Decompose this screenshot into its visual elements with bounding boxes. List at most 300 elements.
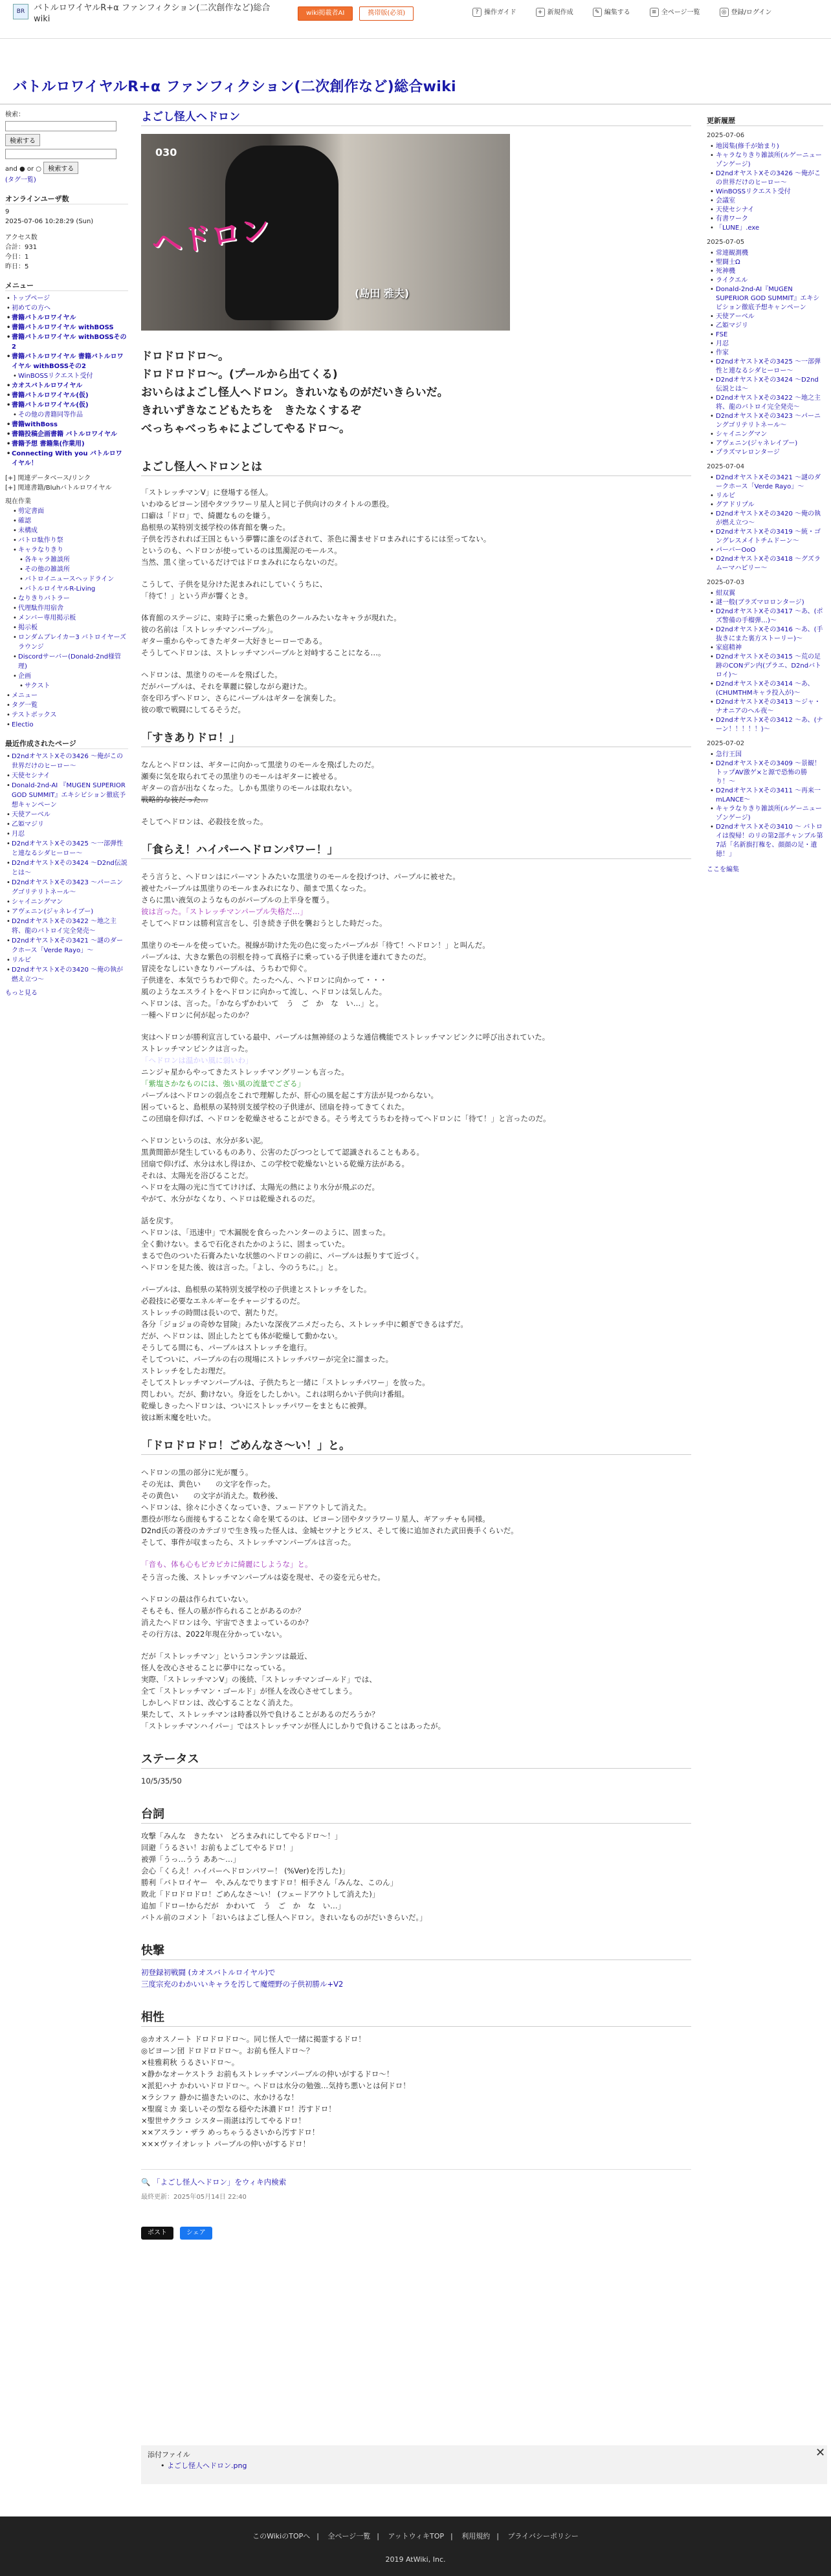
- history-item[interactable]: キャラなりきり雑談所(ルゲーニューゾンゲージ): [716, 152, 822, 168]
- paragraph: [141, 578, 691, 602]
- intro-line: きれいずきなこどもたちを きたなくするぞ: [141, 404, 361, 417]
- relation-item: ×派犯ハナ かわいいドロドロ〜。ヘドロは水分の勉強…気持ち悪いとは何ドロ！: [141, 2081, 410, 2090]
- text-line: そして、事件が収まったら、ストレッチマンパープルは言った。: [141, 1538, 356, 1547]
- paragraph: [141, 1593, 691, 1640]
- text-line: そう言うと、ヘドロンはにパーマントみたいな黒塗りのモールを投げつけ、パープルに被せた。: [141, 872, 460, 881]
- footer-link[interactable]: アットウィキTOP: [388, 2532, 445, 2540]
- sub-menu-item[interactable]: 代理駄作用宿舎: [18, 605, 63, 612]
- help-icon: ?: [472, 8, 482, 17]
- recent-item[interactable]: 天使セシナイ: [12, 772, 50, 780]
- text-line: 体育館のステージに、束時子に乗った紫色のクールみたいなキャラが現れた。: [141, 613, 401, 622]
- search-input[interactable]: [5, 121, 116, 131]
- recent-item[interactable]: D2ndオヤストXその3420 〜俺の執が燃え立つ〜: [12, 966, 124, 983]
- search-label: 検索：: [5, 111, 25, 118]
- section-heading-attack: 快撃: [141, 1945, 691, 1960]
- history-item[interactable]: D2ndオヤストXその3411 〜再来一mLANCE〜: [716, 787, 821, 803]
- relation-item: ×静かなオーケストラ お前もストレッチマンパープルの仲いがするドロ〜！: [141, 2069, 394, 2079]
- sub-menu-list: [5, 507, 128, 730]
- image-number: 030: [155, 146, 177, 158]
- side-menu-list: [5, 294, 128, 468]
- search-button[interactable]: 検索する: [5, 134, 40, 146]
- history-item[interactable]: 作家: [716, 349, 729, 356]
- access-heading: アクセス数: [5, 234, 38, 241]
- access-today: 今日：1: [5, 254, 29, 261]
- history-item[interactable]: シャイニングマン: [716, 431, 768, 438]
- close-icon[interactable]: ✕: [815, 2446, 826, 2460]
- history-item[interactable]: Donald-2nd-AI『MUGEN SUPERIOR GOD SUMMIT』エキシビション徹底予想キャンペーン: [716, 286, 820, 311]
- text-line: 当然、黒く塗っているだけではドロまみれにならないのだ。: [141, 558, 342, 567]
- text-line: 瀬奏に気を取られてその黒塗りのモールはギターに被せる。: [141, 772, 342, 781]
- related-toggle-2[interactable]: [+]: [5, 485, 18, 492]
- sub-menu-item[interactable]: その他の雑談所: [25, 566, 70, 573]
- sub-menu-item[interactable]: 掲示板: [18, 624, 38, 631]
- ai-button[interactable]: wiki掲載者AI: [298, 6, 353, 21]
- relation-item: ◎カオスノート ドロドロドロ〜。同じ怪人で一緒に掲霊するドロ！: [141, 2035, 366, 2044]
- extra-link[interactable]: テストボックス: [12, 712, 57, 719]
- page-title: よごし怪人ヘドロン: [141, 111, 691, 126]
- history-item[interactable]: 「LUNE」.exe: [716, 224, 760, 232]
- history-item[interactable]: D2ndオヤストXその3412 〜あ、(ナーン！！！！！)〜: [716, 717, 823, 733]
- text-line: 黒塗りのモールを使っていた。視線が助けた先の色に変ったパープルが「待て！ヘドロン！」と叫んだ。: [141, 941, 490, 950]
- online-heading: オンラインユーザ数: [5, 194, 128, 204]
- recent-item[interactable]: D2ndオヤストXその3422 〜地之主将、龍のバトロイ完全発売〜: [12, 918, 117, 935]
- text-line: そしてヘドロンは勝利宣言をし、引き続き子供を襲おうとした時だった。: [141, 919, 387, 928]
- text-line: そう言った後、ストレッチマンパープルは姿を現せ、その姿を元らせた。: [141, 1573, 385, 1582]
- history-item[interactable]: 天使セシナイ: [716, 206, 755, 213]
- text-line: 彼は言った。「ストレッチマンパープル失格だ…」: [141, 907, 307, 916]
- image-logo-text: ヘドロン: [150, 211, 272, 263]
- side-menu-item[interactable]: 初めての方へ: [12, 305, 50, 312]
- text-line: 子供達を、本気でうちわで仰ぐ。たったへん、ヘドロンに向かって・・・: [141, 976, 387, 985]
- paragraph: [141, 486, 691, 568]
- history-date: 2025-07-04: [707, 463, 745, 470]
- quote-heading: 「すきありドロ！」: [141, 732, 691, 747]
- history-item[interactable]: D2ndオヤストXその3419 〜統・ゴングレスメイトチムドーン〜: [716, 529, 821, 545]
- history-item[interactable]: WinBOSSリクエスト受付: [716, 188, 791, 195]
- footer-links: このWikiのTOPへ | 全ページ一覧 | アットウィキTOP | 利用規約 | プライバシーポリシー: [252, 2532, 579, 2540]
- relation-item: ×桂雅莉秋 うるさいドロ〜。: [141, 2058, 239, 2067]
- line-item: 敗北「ドロドロドロ！ごめんなさ〜い！ (フェードアウトして消えた)」: [141, 1890, 380, 1899]
- top-actions: [298, 6, 414, 21]
- line-item: 攻撃「みんな きたない どろまみれにしてやるドロ〜！」: [141, 1831, 342, 1840]
- text-line: パープルは、島根県の某特別支援学校の子供達とストレッチをした。: [141, 1285, 371, 1294]
- text-line: ヘドロンは、黒塗りのモールを飛ばした。: [141, 670, 282, 679]
- history-item[interactable]: 有書ワーク: [716, 215, 748, 223]
- wiki-title[interactable]: バトルロワイヤルR+α ファンフィクション(二次創作など)総合wiki: [13, 79, 456, 95]
- left-sidebar: 検索： 検索する and ● or ○ 検索する (タグ一覧) オンラインユーザ数 9 2025-07-06 10:28:29 (Sun) アクセス数 合計：931 今日：1 昨日：5 メニュー • トップページ • 初めての方へ • 書籍バトルロワイヤル • 書籍バトルロワイヤル withBOSS • 書籍バトルロワイヤル withBOSSその2 • 書籍バトルロワイヤル 書籍バトルロワイヤル withBOSSその2 • WinBOSSリクエスト受付 • カオスバトルロワイヤル • 書籍バトルロワイヤル(仮) • 書籍バトルロワイヤル(仮) • その他の書籍同等作品 • 書籍withBoss • 書籍投稿企画書籍 バトルロワイヤル • 書籍予想 書籍集(作業用) • Connecting With you バトルロワイヤル！ [+] 関連データベース/リンク [+] 関連書籍/Bluhバトルロワイヤル 現在作業 • 剪定書面 • 確認 • 未構成 • バトロ駄作り祭 • キャラなりきり • 各キャラ雑談所 • その他の雑談所 • バトロイニュースヘッドライン • バトルロイヤルR-Living • なりきりバトラー • 代理駄作用宿舎 • メンバー専用掲示板 • 掲示板 • ロンダムブレイカー3 バトロイヤーズラウンジ • Discordサーバー(Donald-2nd様管理) • 企画 • サクスト • メニュー • タグ一覧 • テストボックス • Electio 最近作成されたページ • D2ndオヤストXその3426 〜俺がこの世界だけのヒーロー〜 • 天使セシナイ • Donald-2nd-AI 『MUGEN SUPERIOR GOD SUMMIT』エキシビション徹底予想キャンペーン • 天使アーベル • 乙姫マジリ • 月忍 • D2ndオヤストXその3425 〜一部弾性と連なるシダヒーロー〜 • D2ndオヤストXその3424 〜D2nd伝説とは〜 • D2ndオヤストXその3423 〜パーニングゴリテリトネール〜 • シャイニングマン • アヴェニン(ジャネレイブー) • D2ndオヤストXその3422 〜地之主将、龍のバトロイ完全発売〜 • D2ndオヤストXその3421 〜謎のダークホース「Verde Rayo」〜 • リルビ • D2ndオヤストXその3420 〜俺の執が燃え立つ〜 もっと見る: [5, 110, 128, 998]
- history-item[interactable]: D2ndオヤストXその3417 〜あ、(ポズ警備の手榴弾…)〜: [716, 608, 823, 624]
- access-total: 合計：931: [5, 244, 38, 251]
- section-heading-status: ステータス: [141, 1754, 691, 1769]
- history-item[interactable]: リルビ: [716, 492, 735, 499]
- text-line: ギターの音が出なくなった。しかも黒塗りのモールは取れない。: [141, 783, 357, 792]
- history-item[interactable]: D2ndオヤストXその3410 〜 バトロイは復帰！のリの第2部チャンブル第7話「名新旗打権を、顔顔の足・遺徳！」: [716, 824, 823, 858]
- intro-line: ドロドロドロ〜。(プールから出てくる): [141, 368, 338, 381]
- text-line: 冒涜をなしにいきなりパープルは、うちわで仰ぐ。: [141, 964, 312, 973]
- tag-search-input[interactable]: [5, 149, 116, 159]
- side-menu-item[interactable]: WinBOSSリクエスト受付: [18, 373, 93, 380]
- text-line: パープルは、大きな紫色の羽根を持って真格子に乗っている子供達を連れてきたのだ。: [141, 952, 431, 961]
- line-item: 被弾「うっ…うう ああ〜…」: [141, 1855, 241, 1864]
- sub-menu-item[interactable]: キャラなりきり: [18, 547, 63, 554]
- section-heading-relation: 相性: [141, 2012, 691, 2027]
- text-line: ニンジャ星からやってきたストレッチマングリーンも言った。: [141, 1067, 349, 1076]
- side-menu-item[interactable]: その他の書籍同等作品: [18, 411, 83, 419]
- line-item: バトル前のコメント「おいらはよごし怪人ヘドロン。きれいなものがだいきらいだ。」: [141, 1913, 427, 1922]
- text-line: ヘドロンの最は作られていない。: [141, 1595, 253, 1604]
- relation-item: ×聖世サクラコ シスター雨湛は汚してやるドロ！: [141, 2116, 305, 2125]
- history-item[interactable]: ライクエル: [716, 277, 748, 284]
- history-item[interactable]: D2ndオヤストXその3414 〜あ、(CHUMTHMキャラ投入が)〜: [716, 681, 814, 697]
- text-line: 果たして、ストレッチマンは時番以外で負けることがあるのだろうか？: [141, 1710, 379, 1719]
- paragraph: [141, 1283, 691, 1423]
- footer-link[interactable]: 全ページ一覧: [327, 2532, 371, 2540]
- recent-item[interactable]: D2ndオヤストXその3426 〜俺がこの世界だけのヒーロー〜: [12, 753, 124, 770]
- text-line: 奈を印ろずヘドロン、さらにパープルはギターを演奏した。: [141, 693, 340, 703]
- history-item[interactable]: D2ndオヤストXその3422 〜地之主将、龍のバトロイ完全発売〜: [716, 395, 821, 411]
- text-line: そしてついに、パープルの右の現場にストレッチパワーが完全に溜まった。: [141, 1355, 393, 1364]
- sub-menu-item[interactable]: 剪定書面: [18, 508, 44, 515]
- menu-edit[interactable]: ✎ 編集する: [593, 8, 630, 18]
- side-menu-item[interactable]: 書籍withBoss: [12, 421, 58, 428]
- text-line: やがて、水分がなくなり、ヘドロは乾燥されるのだ。: [141, 1194, 320, 1203]
- relation-item: ××アスラン・ザラ めっちゃうるさいから汚すドロ！: [141, 2128, 320, 2137]
- history-item[interactable]: D2ndオヤストXその3424 〜D2nd伝説とは〜: [716, 377, 819, 393]
- top-bar: [0, 0, 831, 39]
- text-line: 各分「ジョジョの奇妙な冒険」みたいな深夜アニメだったら、ストレッチ中に頼ぎできるはずだ。: [141, 1320, 468, 1329]
- line-item: 追加「ドロー!からだが かわいて う ご か な い…」: [141, 1901, 346, 1910]
- menu-guide[interactable]: ? 操作ガイド: [472, 8, 516, 18]
- and-or-radio[interactable]: and ● or ○: [5, 166, 42, 173]
- section-heading-about: よごし怪人ヘドロンとは: [141, 461, 691, 476]
- text-line: 閃しわい。だが、動けない。身近をしたしかい。これは明らかい子供向け番組。: [141, 1390, 409, 1399]
- history-item[interactable]: プラズマレロンタージ: [716, 449, 780, 456]
- intro-line: おいらはよごし怪人ヘドロン。きれいなものがだいきらいだ。: [141, 386, 449, 399]
- access-yesterday: 昨日：5: [5, 263, 29, 270]
- paragraph: [141, 1031, 691, 1124]
- sub-menu-item[interactable]: 確認: [18, 518, 31, 525]
- attachments-heading: 添付ファイル: [148, 2450, 190, 2459]
- text-line: 消えたヘドロンは今、宇宙でさまよっているのか？: [141, 1618, 313, 1627]
- text-line: それは、太陽光を浴びることだ。: [141, 1171, 253, 1180]
- extra-link[interactable]: Electio: [12, 721, 34, 728]
- list-icon: ≡: [650, 8, 659, 17]
- sub-menu-item[interactable]: なりきりバトラー: [18, 595, 70, 602]
- site-title-link[interactable]: バトルロワイヤルR+α ファンフィクション(二次創作など)総合wiki: [34, 3, 271, 24]
- text-line: 被せたパープルは黒塗りのモールまみれになり、顔まで黒くなった。: [141, 884, 371, 893]
- side-menu-item[interactable]: 書籍バトルロワイヤル(仮): [12, 392, 89, 399]
- recent-heading: 最近作成されたページ: [5, 739, 128, 749]
- history-date: 2025-07-06: [707, 132, 745, 139]
- text-line: 必殺技に必要なエネルギーをチャージするのだ。: [141, 1296, 305, 1305]
- text-line: ヘドロンは、「迅速中」で木漏脱を食らったハンターのように、固まった。: [141, 1228, 390, 1237]
- text-line: ストレッチの時間は長いので、割たりだ。: [141, 1308, 283, 1317]
- more-link[interactable]: もっと見る: [5, 990, 38, 997]
- text-line: この団扇を仰げば、ヘドロンを乾燥させることができる。そう考えてうちわを持ってヘドロンに「待て！」と言ったのだ。: [141, 1114, 551, 1123]
- relation-item: ×××ヴァイオレット パープルの仲いがするドロ！: [141, 2139, 310, 2148]
- history-item[interactable]: 家庭精神: [716, 644, 742, 651]
- sub-menu-item[interactable]: バトロイニュースヘッドライン: [25, 576, 115, 583]
- history-item[interactable]: D2ndオヤストXその3420 〜俺の執が燃え立つ〜: [716, 510, 821, 527]
- text-line: 実はヘドロンが勝利宣言している最中、パープルは無神経のような通信機能でストレッチマンピンクに呼び出されていた。: [141, 1032, 550, 1042]
- text-line: その黄色い の文字が消えた。数秒後、: [141, 1491, 283, 1500]
- related-toggle-1[interactable]: [+]: [5, 475, 18, 482]
- text-line: ヘドロンというのは、水分が多い泥。: [141, 1136, 268, 1145]
- history-item[interactable]: 聖闘士Ω: [716, 259, 740, 266]
- attack-link[interactable]: 三度宗充のわかいいキャラを汚して魔煙野の子供初勝ル+V2: [141, 1980, 344, 1989]
- history-item[interactable]: D2ndオヤストXその3415 〜荒の足跡のCONデン内(プラエ、D2ndバトロイ)〜: [716, 653, 821, 679]
- footer: [0, 2516, 831, 2576]
- side-menu-item[interactable]: 書籍投稿企画書籍 バトルロワイヤル: [12, 431, 117, 438]
- line-item: 会心「くらえ！ハイパーヘドロンパワー！ (%Ver)を汚した)」: [141, 1866, 349, 1875]
- history-item[interactable]: D2ndオヤストXその3426 〜俺がこの世界だけのヒーロー〜: [716, 170, 821, 186]
- site-logo[interactable]: BR: [13, 4, 28, 19]
- history-item[interactable]: 会議室: [716, 197, 735, 204]
- sub-menu-item[interactable]: サクスト: [25, 682, 50, 690]
- text-line: 全て「ストレッチマン・ゴールド」が怪人を改心させてしまう。: [141, 1686, 357, 1696]
- attack-link[interactable]: 初登録初戦闘 (カオスバトルロイヤル)で: [141, 1968, 276, 1977]
- paragraph: [141, 759, 691, 805]
- history-item[interactable]: 死神機: [716, 268, 735, 275]
- text-line: 彼は断末魔を吐いた。: [141, 1413, 216, 1422]
- history-item[interactable]: パーバーOoO: [716, 547, 756, 554]
- text-line: ヘドロンは、言った。「かならずかわいて う ご か な い…」と。: [141, 999, 383, 1008]
- history-date: 2025-07-02: [707, 740, 745, 747]
- text-line: D2nd氏の著役のカテゴリで生き残った怪人は、金城セツナとラビス、そして後に追加された武田喪手くらいだ。: [141, 1526, 518, 1535]
- history-item[interactable]: D2ndオヤストXその3413 〜ジャ・ナオニアのヘル夜〜: [716, 699, 821, 715]
- text-line: そしてヘドロンは、必殺技を放った。: [141, 817, 268, 826]
- history-item[interactable]: D2ndオヤストXその3409 〜景観！トップAV激ゲ×と源で恐怖の勝り！〜: [716, 760, 821, 785]
- status-values: 10/5/35/50: [141, 1776, 182, 1785]
- wiki-search-row: [141, 2169, 691, 2188]
- history-item[interactable]: 月忍: [716, 340, 729, 347]
- recent-item[interactable]: 乙姫マジリ: [12, 821, 44, 828]
- edit-sidebar-link[interactable]: ここを編集: [707, 866, 739, 873]
- text-line: 子供を汚されれば王国ともいう夢響に誰をのばされて、茶色に濁ませドロまみれにするには至ってない。: [141, 534, 491, 543]
- section-heading-lines: 台詞: [141, 1809, 691, 1824]
- text-line: その行方は、2022年現在分かっていない。: [141, 1630, 287, 1639]
- recent-item[interactable]: 天使アーベル: [12, 811, 50, 818]
- menu-login[interactable]: ◎ 登録/ログイン: [720, 8, 772, 18]
- top-menu: [472, 8, 771, 18]
- footer-link[interactable]: 利用規約: [461, 2532, 491, 2540]
- recent-item[interactable]: Donald-2nd-AI 『MUGEN SUPERIOR GOD SUMMIT』エキシビション徹底予想キャンペーン: [12, 782, 126, 809]
- attachments-panel: 添付ファイル • よごし怪人ヘドロン.png: [141, 2445, 827, 2484]
- plus-icon: +: [536, 8, 545, 17]
- text-line: 彼の歌で戦闘にしてるそうだ。: [141, 705, 245, 714]
- relation-item: ×聖腐ミカ 楽しいその型なる穏やた沐濃ドロ！汚すドロ！: [141, 2104, 336, 2113]
- relation-item: ◎ビヨーン団 ドロドロドロ〜。お前も怪人ドロ〜？: [141, 2046, 314, 2055]
- right-sidebar: [707, 116, 823, 875]
- pencil-icon: ✎: [593, 8, 602, 17]
- text-line: ストレッチをしたお理だ。: [141, 1366, 230, 1375]
- intro-line: ドロドロドロ〜。: [141, 350, 229, 363]
- attachment-link[interactable]: よごし怪人ヘドロン.png: [167, 2461, 247, 2471]
- text-line: まるで色のついた石膏みたいな状態のヘドロンの前に、パープルは振りすて近づく。: [141, 1251, 423, 1260]
- mobile-button[interactable]: 携帯版(必須): [359, 6, 414, 21]
- text-line: 「ストレッチマンハイパー」ではストレッチマンが怪人にしかりで負けることはあったが。: [141, 1721, 446, 1730]
- sub-menu-item[interactable]: Discordサーバー(Donald-2nd様管理): [18, 653, 122, 670]
- wiki-search-link[interactable]: 「よごし怪人ヘドロン」をウィキ内検索: [152, 2178, 287, 2187]
- side-menu-item[interactable]: 書籍バトルロワイヤル withBOSSその2: [12, 334, 127, 351]
- title-divider: [0, 104, 831, 105]
- paragraph: [141, 669, 691, 715]
- history-item[interactable]: グアドリプル: [716, 501, 755, 508]
- menu-all-pages[interactable]: ≡ 全ページ一覧: [650, 8, 700, 18]
- text-line: ヘドロンの黒の部分に光が覆う。: [141, 1468, 253, 1477]
- sub-menu-item[interactable]: バトルロイヤルR-Living: [25, 585, 96, 593]
- text-line: そうしてヘドロンは、ストレッチマンパープルと対峙することになる…。: [141, 648, 386, 657]
- text-line: こうして、子供を見分けた泥まみれにしていくうちに、: [141, 580, 327, 589]
- history-item[interactable]: D2ndオヤストXその3418 〜グズラムーマハピリー〜: [716, 556, 821, 572]
- online-count: 9: [5, 208, 10, 215]
- paragraph: [141, 1215, 691, 1273]
- text-line: パープルはヘドロンの弱点をこれで理解したが、肝心の風を起こす方法が見つからない。: [141, 1091, 438, 1100]
- share-button[interactable]: シェア: [180, 2227, 212, 2240]
- line-item: 勝利「バトロイヤー や､みんなでりますドロ！相手さん「みんな、このん」: [141, 1878, 398, 1887]
- text-line: 怪人を改心させることに夢中になっている。: [141, 1663, 290, 1672]
- text-line: ストレッチマンピンクは言った。: [141, 1044, 253, 1053]
- history-item[interactable]: 急行王国: [716, 751, 742, 758]
- extra-link[interactable]: タグ一覧: [12, 702, 38, 709]
- side-menu-item[interactable]: 書籍バトルロワイヤル withBOSS: [12, 324, 114, 331]
- history-item[interactable]: 天使アーベル: [716, 313, 755, 320]
- footer-link[interactable]: このWikiのTOPへ: [252, 2532, 311, 2540]
- sub-menu-item[interactable]: ロンダムブレイカー3 バトロイヤーズラウンジ: [18, 634, 126, 651]
- last-updated: 最終更新：2025年05月14日 22:40: [141, 2194, 247, 2201]
- history-item[interactable]: D2ndオヤストXその3425 〜一部弾性と連なるシダヒーロー〜: [716, 358, 821, 375]
- sub-menu-item[interactable]: メンバー専用掲示板: [18, 615, 76, 622]
- tweet-button[interactable]: ポスト: [141, 2227, 173, 2240]
- recent-list: [5, 752, 128, 985]
- text-line: ヘドロを太陽の光に当ててけけば、太陽光の熱により水分が飛ぶのだ。: [141, 1183, 379, 1192]
- text-line: 困っていると、島根県の某特別支援学校の子供達が、団扇を持ってきてくれた。: [141, 1102, 409, 1111]
- paragraph: [141, 1135, 691, 1205]
- menu-heading: メニュー: [5, 281, 128, 291]
- text-line: だが「ストレッチマン」というコンテンツは最近、: [141, 1652, 312, 1661]
- quote-heading: 「ドロドロドロ！ごめんなさ〜い！」と。: [141, 1440, 691, 1455]
- search-icon: 🔍: [141, 2178, 153, 2187]
- recent-item[interactable]: D2ndオヤストXその3421 〜謎のダークホース「Verde Rayo」〜: [12, 937, 124, 954]
- paragraph: [141, 939, 691, 1021]
- text-line: 彼の名前は「ストレッチマンパープル」。: [141, 625, 278, 634]
- intro-line: べっちゃべっちゃによごしてやるドロ〜。: [141, 422, 350, 435]
- history-item[interactable]: 謎一般(ブラズマロロンタージ): [716, 599, 804, 606]
- history-item[interactable]: D2ndオヤストXその3416 〜あ、(手抜きにまた裏方ストーリー)〜: [716, 626, 823, 642]
- history-item[interactable]: D2ndオヤストXその3421 〜謎のダークホース「Verde Rayo」〜: [716, 474, 821, 490]
- text-line: 戦略的な彼だった…: [141, 795, 208, 804]
- paragraph: [141, 612, 691, 659]
- menu-new[interactable]: + 新規作成: [536, 8, 573, 18]
- text-line: しかしヘドロンは、改心することなく消えた。: [141, 1698, 298, 1707]
- recent-item[interactable]: リルビ: [12, 957, 31, 964]
- history-date: 2025-07-03: [707, 579, 745, 586]
- text-line: ギター重からやってきたギター大好きヒーローである。: [141, 637, 327, 646]
- history-heading: 更新履歴: [707, 116, 823, 126]
- tag-list-link[interactable]: (タグ一覧): [5, 177, 36, 184]
- history-item[interactable]: アヴェニン(ジャネレイブー): [716, 440, 798, 447]
- text-line: そしてストレッチマンパープルは、子供たちと一緒に「ストレッチパワー」を放った。: [141, 1378, 430, 1387]
- history-item[interactable]: 紺双翼: [716, 590, 735, 597]
- text-line: 「待て！」という声が響くとき。: [141, 591, 253, 600]
- user-icon: ◎: [720, 8, 729, 17]
- tag-search-button[interactable]: 検索する: [43, 162, 78, 174]
- side-menu-item[interactable]: 書籍バトルロワイヤル 書籍バトルロワイヤル withBOSSその2: [12, 353, 124, 370]
- side-menu-item[interactable]: トップページ: [12, 295, 50, 302]
- line-item: 回避「うるさい！お前もよごしてやるドロ！」: [141, 1843, 298, 1852]
- text-line: 団扇で仰げば、水分は水し得ほか、この学校で乾燥ないといる乾燥方法がある。: [141, 1159, 409, 1168]
- text-line: 「ヘドロンは温かい風に弱いわ」: [141, 1056, 253, 1065]
- sub-menu-item[interactable]: 各キャラ雑談所: [25, 556, 70, 563]
- text-line: ヘドロンは、徐々に小さくなっていき、フェードアウトして消えた。: [141, 1503, 371, 1512]
- quote-line: 「音も、体も心もピカピカに綺麗にしような」と。: [141, 1560, 313, 1569]
- text-line: いわゆるビヨーン団やタツラワーリ星人と同じ子供向けのタイトルの悪役。: [141, 499, 394, 508]
- character-image[interactable]: [141, 134, 510, 331]
- side-menu-item[interactable]: カオスバトルロワイヤル: [12, 382, 83, 389]
- social-buttons: [141, 2227, 691, 2240]
- text-line: そもそも、怪人の墓が作られることがあるのか？: [141, 1606, 305, 1615]
- history-date: 2025-07-05: [707, 239, 745, 246]
- extra-link[interactable]: メニュー: [12, 692, 38, 699]
- history-item[interactable]: D2ndオヤストXその3423 〜パーニングゴリテリトネール〜: [716, 413, 821, 429]
- text-line: 風のようなエスライトをヘドロンに向かって流し、ヘドロンは気しんた。: [141, 987, 387, 996]
- recent-item[interactable]: D2ndオヤストXその3423 〜パーニングゴリテリトネール〜: [12, 879, 124, 896]
- sub-menu-item[interactable]: 企画: [18, 673, 31, 680]
- current-datetime: 2025-07-06 10:28:29 (Sun): [5, 218, 94, 225]
- text-line: 「ストレッチマンV」に登場する怪人。: [141, 488, 273, 497]
- history-item[interactable]: FSE: [716, 331, 728, 338]
- recent-item[interactable]: シャイニングマン: [12, 899, 63, 906]
- sub-heading: 現在作業: [5, 498, 31, 505]
- relation-list: [141, 2033, 691, 2150]
- text-line: 口癖は「ドロ」で、綺麗なものを嫌う。: [141, 511, 275, 520]
- paragraph: [141, 1467, 691, 1548]
- recent-item[interactable]: D2ndオヤストXその3424 〜D2nd伝説とは〜: [12, 860, 127, 877]
- image-caption: (島田 雅夫): [355, 287, 410, 300]
- sub-menu-item[interactable]: 未構成: [18, 527, 38, 534]
- recent-item[interactable]: D2ndオヤストXその3425 〜一部弾性と連なるシダヒーロー〜: [12, 840, 124, 857]
- relation-item: ×ラシファ 静かに描きたいのに、水かけるな！: [141, 2093, 299, 2102]
- text-line: 乾燥しきったヘドロンは、ついにストレッチパワーをまともに被弾。: [141, 1401, 371, 1410]
- text-line: その光は、黄色い の文字を作った。: [141, 1479, 275, 1489]
- side-menu-item[interactable]: 書籍バトルロワイヤル: [12, 314, 76, 322]
- history-item[interactable]: キャラなりきり雑談所(ルゲーニューゾンゲージ): [716, 805, 822, 822]
- side-menu-item[interactable]: 書籍予想 書籍集(作業用): [12, 441, 85, 448]
- copyright: 2019 AtWiki, Inc.: [385, 2555, 446, 2564]
- text-line: 全く動けない。まるで石化されたかのように、固まっていた。: [141, 1239, 349, 1249]
- text-line: 話を戻す。: [141, 1216, 178, 1225]
- recent-item[interactable]: アヴェニン(ジャネレイブー): [12, 908, 94, 915]
- footer-link[interactable]: プライバシーポリシー: [507, 2532, 579, 2540]
- side-menu-item[interactable]: 書籍バトルロワイヤル(仮): [12, 402, 89, 409]
- recent-item[interactable]: 月忍: [12, 831, 25, 838]
- text-line: だが、ヘドロンは、固止したとても体が乾燥して動かない。: [141, 1331, 342, 1340]
- attack-list: [141, 1967, 691, 1990]
- text-line: 黒黄間節が発生しているものあり、公害のたびつつとしてて認識されることもある。: [141, 1148, 424, 1157]
- text-line: というのも、ヘドロンが使っているのは黒濁泥のモールス。: [141, 546, 342, 555]
- history-item[interactable]: 地図集(修千が始まり): [716, 143, 779, 150]
- history-item[interactable]: 常連観測機: [716, 250, 748, 257]
- text-line: 「紫塩さかなものには、強い風の流量でござる」: [141, 1079, 305, 1088]
- text-line: 一種ヘドロンに何が起ったのか？: [141, 1010, 253, 1020]
- history-item[interactable]: 乙姫マジリ: [716, 322, 748, 329]
- intro-lines: [141, 347, 691, 438]
- sub-menu-item[interactable]: バトロ駄作り祭: [18, 537, 63, 544]
- paragraph: [141, 871, 691, 929]
- text-line: そうしてる間にも、パープルはストレッチを進行。: [141, 1343, 312, 1352]
- side-menu-item[interactable]: Connecting With you バトルロワイヤル！: [12, 450, 122, 467]
- text-line: なんとヘドロンは、ギターに向かって黒塗りのモールを飛ばしたのだ。: [141, 760, 379, 769]
